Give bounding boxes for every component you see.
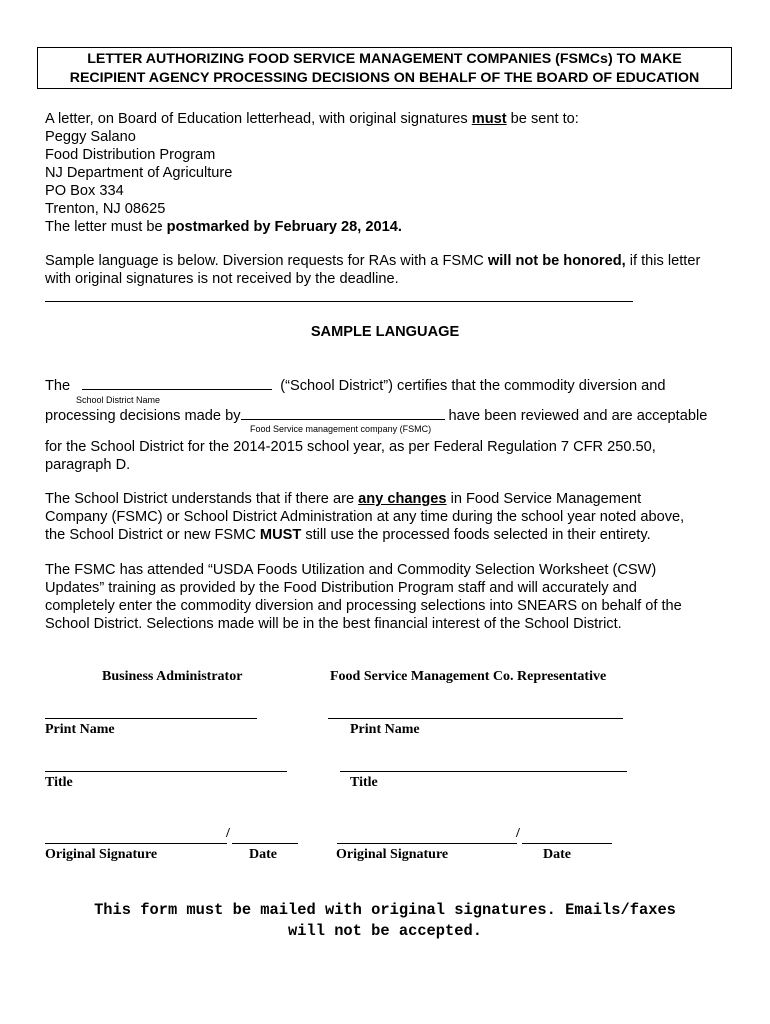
left-date-label: Date: [249, 847, 277, 862]
right-date-line[interactable]: [522, 843, 612, 844]
fsmc-representative-heading: Food Service Management Co. Representative: [330, 669, 607, 684]
intro-block: [45, 110, 745, 236]
mailing-notice-line-1: This form must be mailed with original signatures. Emails/faxes: [94, 901, 676, 919]
para2: [45, 490, 755, 544]
mailing-notice-line-2: will not be accepted.: [288, 922, 482, 940]
title-line-2: RECIPIENT AGENCY PROCESSING DECISIONS ON BEHALF OF THE BOARD OF EDUCATION: [69, 70, 700, 86]
para1-line-4: paragraph D.: [45, 457, 131, 473]
para2-line3-text: the School District or new FSMC: [45, 527, 260, 543]
mailing-notice: [0, 900, 770, 942]
para2-line-2: Company (FSMC) or School District Administration at any time during the school year noted above,: [45, 509, 685, 525]
left-original-signature-label: Original Signature: [45, 847, 158, 862]
address-department: NJ Department of Agriculture: [45, 165, 233, 181]
sample-note-text-end: if this letter: [625, 253, 701, 269]
sample-language-heading: SAMPLE LANGUAGE: [310, 324, 460, 340]
right-print-name-label: Print Name: [350, 722, 420, 737]
left-print-name-line[interactable]: [45, 718, 257, 719]
para1-reviewed-text: have been reviewed and are acceptable: [448, 408, 708, 424]
must-caps-emphasis: MUST: [259, 527, 302, 543]
right-signature-line[interactable]: [337, 843, 517, 844]
para2-line3-end: still use the processed foods selected in their entirety.: [301, 527, 651, 543]
left-print-name-label: Print Name: [45, 722, 115, 737]
para3: [45, 561, 755, 633]
intro-text-end: be sent to:: [506, 111, 579, 127]
para2-text-end: in Food Service Management: [446, 491, 642, 507]
deadline-text: The letter must be: [45, 219, 167, 235]
left-title-label: Title: [45, 775, 73, 790]
para2-line-1: [45, 490, 755, 508]
para1-certifies-text: (“School District”) certifies that the commodity diversion and: [280, 378, 666, 394]
right-title-label: Title: [350, 775, 378, 790]
para1-the: The: [45, 378, 71, 394]
para1-line-1: [45, 377, 666, 395]
not-honored-emphasis: will not be honored,: [487, 253, 626, 269]
para3-line-2: Updates” training as provided by the Food Distribution Program staff and will accurately and: [45, 580, 637, 596]
fsmc-name-label: Food Service management company (FSMC): [250, 424, 432, 434]
deadline-date: postmarked by February 28, 2014.: [166, 219, 402, 235]
title-line-1: LETTER AUTHORIZING FOOD SERVICE MANAGEMENT COMPANIES (FSMCs) TO MAKE: [87, 51, 682, 67]
para1-processing-text: processing decisions made by: [45, 408, 241, 424]
intro-line: [45, 110, 745, 128]
any-changes-emphasis: any changes: [358, 491, 447, 507]
right-original-signature-label: Original Signature: [336, 847, 449, 862]
para3-line-1: The FSMC has attended “USDA Foods Utilization and Commodity Selection Worksheet (CSW): [45, 562, 657, 578]
sample-note-line-1: [45, 252, 745, 270]
deadline-line: [45, 218, 745, 236]
address-name: Peggy Salano: [45, 129, 136, 145]
left-date-line[interactable]: [232, 843, 298, 844]
sample-note: [45, 252, 745, 288]
para2-text: The School District understands that if there are: [45, 491, 359, 507]
sample-note-line-2: with original signatures is not received by the deadline.: [45, 271, 399, 287]
fsmc-name-field[interactable]: [241, 407, 445, 420]
left-signature-line[interactable]: [45, 843, 227, 844]
section-divider: [45, 301, 633, 302]
intro-text: A letter, on Board of Education letterhead, with original signatures: [45, 111, 472, 127]
address-city: Trenton, NJ 08625: [45, 201, 166, 217]
address-po-box: PO Box 334: [45, 183, 124, 199]
right-slash: /: [516, 826, 520, 841]
para2-line-3: [45, 526, 755, 544]
school-district-name-label: School District Name: [76, 395, 161, 405]
para3-line-3: completely enter the commodity diversion and processing selections into SNEARS on behalf of the: [45, 598, 682, 614]
para3-line-4: School District. Selections made will be in the best financial interest of the School District.: [45, 616, 622, 632]
address-program: Food Distribution Program: [45, 147, 216, 163]
must-emphasis: must: [471, 111, 507, 127]
para1-line-2: [45, 407, 707, 425]
right-print-name-line[interactable]: [328, 718, 623, 719]
right-title-line[interactable]: [340, 771, 627, 772]
school-district-name-field[interactable]: [82, 377, 272, 390]
sample-note-text: Sample language is below. Diversion requests for RAs with a FSMC: [45, 253, 488, 269]
document-title: [37, 47, 732, 89]
para1-rest: [45, 438, 745, 474]
business-administrator-heading: Business Administrator: [102, 669, 243, 684]
left-slash: /: [226, 826, 230, 841]
left-title-line[interactable]: [45, 771, 287, 772]
para1-line-3: for the School District for the 2014-2015 school year, as per Federal Regulation 7 CFR 250.50,: [45, 439, 656, 455]
right-date-label: Date: [543, 847, 571, 862]
